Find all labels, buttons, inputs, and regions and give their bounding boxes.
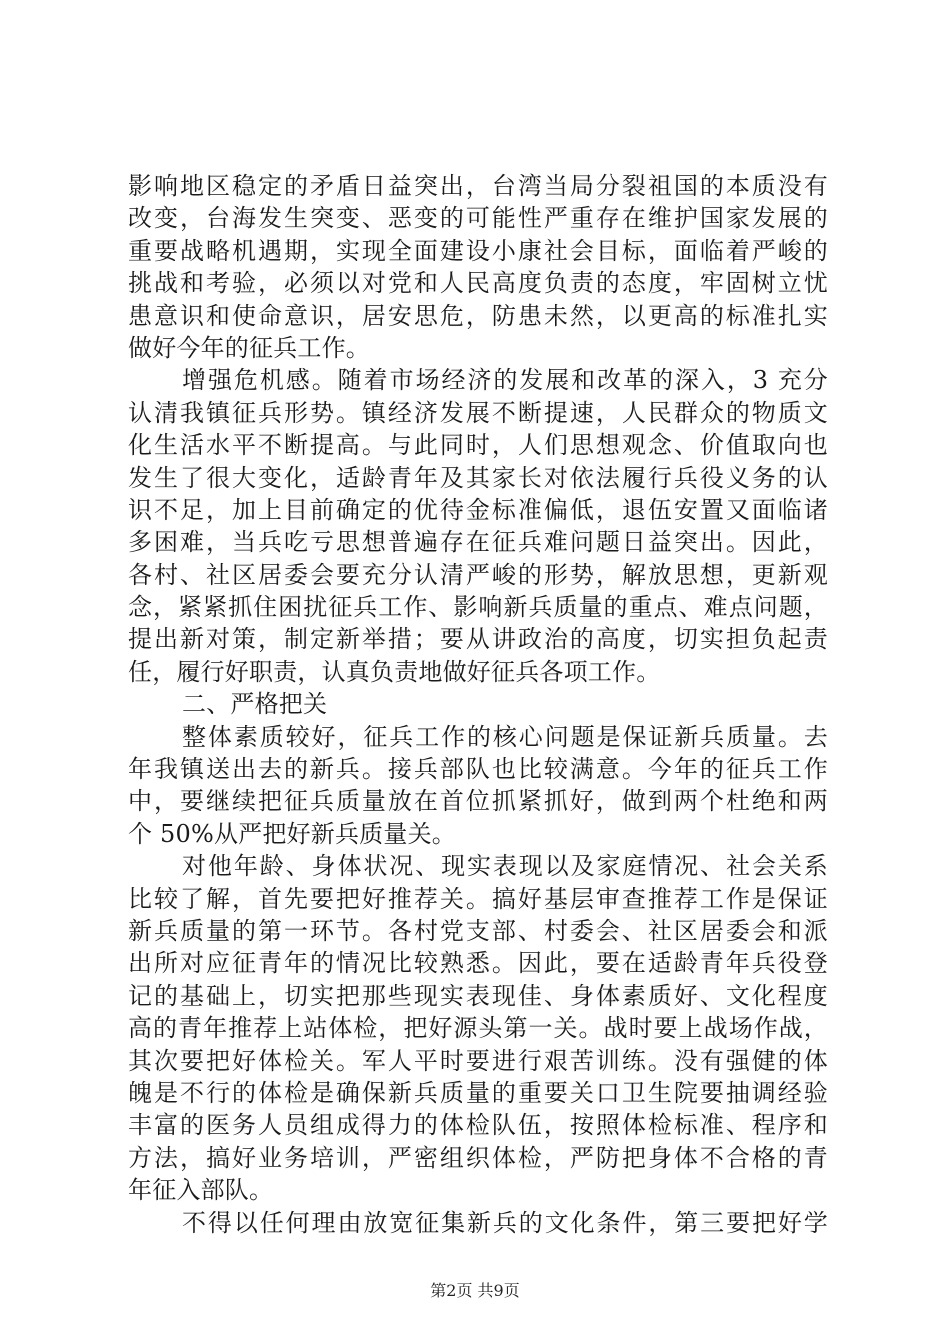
text-line: 高的青年推荐上站体检，把好源头第一关。战时要上战场作战， (128, 1014, 828, 1043)
text-line: 个 50%从严把好新兵质量关。 (128, 819, 456, 848)
text-line: 魄是不行的体检是确保新兵质量的重要关口卫生院要抽调经验 (128, 1078, 828, 1107)
text-line: 增强危机感。随着市场经济的发展和改革的深入，3 充分 (182, 366, 828, 395)
text-line: 其次要把好体检关。军人平时要进行艰苦训练。没有强健的体 (128, 1046, 828, 1075)
text-line: 年我镇送出去的新兵。接兵部队也比较满意。今年的征兵工作 (128, 755, 828, 784)
text-line: 念，紧紧抓住困扰征兵工作、影响新兵质量的重点、难点问题， (128, 593, 828, 622)
text-line: 重要战略机遇期，实现全面建设小康社会目标，面临着严峻的 (128, 236, 828, 265)
text-line: 方法，搞好业务培训，严密组织体检，严防把身体不合格的青 (128, 1143, 828, 1172)
page-number-footer: 第2页 共9页 (430, 1281, 520, 1300)
text-line: 影响地区稳定的矛盾日益突出，台湾当局分裂祖国的本质没有 (128, 172, 828, 200)
text-line: 丰富的医务人员组成得力的体检队伍，按照体检标准、程序和 (128, 1111, 828, 1140)
text-line: 提出新对策，制定新举措；要从讲政治的高度，切实担负起责 (128, 625, 828, 654)
text-line: 做好今年的征兵工作。 (128, 333, 370, 362)
text-line: 出所对应征青年的情况比较熟悉。因此，要在适龄青年兵役登 (128, 949, 828, 978)
text-line: 不得以任何理由放宽征集新兵的文化条件，第三要把好学 (182, 1208, 828, 1237)
text-line: 新兵质量的第一环节。各村党支部、村委会、社区居委会和派 (128, 916, 828, 945)
text-line: 记的基础上，切实把那些现实表现佳、身体素质好、文化程度 (128, 981, 828, 1010)
text-line: 挑战和考验，必须以对党和人民高度负责的态度，牢固树立忧 (128, 269, 828, 298)
text-line: 对他年龄、身体状况、现实表现以及家庭情况、社会关系 (182, 852, 828, 881)
text-line: 各村、社区居委会要充分认清严峻的形势，解放思想，更新观 (128, 560, 828, 589)
text-line: 识不足，加上目前确定的优待金标准偏低，退伍安置又面临诸 (128, 495, 828, 524)
text-line: 认清我镇征兵形势。镇经济发展不断提速，人民群众的物质文 (128, 398, 828, 427)
text-line: 患意识和使命意识，居安思危，防患未然，以更高的标准扎实 (128, 301, 828, 330)
text-line: 年征入部队。 (128, 1176, 274, 1205)
text-line: 发生了很大变化，适龄青年及其家长对依法履行兵役义务的认 (128, 463, 828, 492)
text-line: 整体素质较好，征兵工作的核心问题是保证新兵质量。去 (182, 722, 828, 751)
text-line: 任，履行好职责，认真负责地做好征兵各项工作。 (128, 657, 661, 686)
document-body (128, 170, 828, 1239)
text-line: 中，要继续把征兵质量放在首位抓紧抓好，做到两个杜绝和两 (128, 787, 828, 816)
text-line: 多困难，当兵吃亏思想普遍存在征兵难问题日益突出。因此， (128, 528, 828, 557)
text-line: 改变，台海发生突变、恶变的可能性严重存在维护国家发展的 (128, 204, 828, 233)
text-line: 二、严格把关 (182, 690, 328, 719)
text-line: 化生活水平不断提高。与此同时，人们思想观念、价值取向也 (128, 431, 828, 460)
text-line: 比较了解，首先要把好推荐关。搞好基层审查推荐工作是保证 (128, 884, 828, 913)
